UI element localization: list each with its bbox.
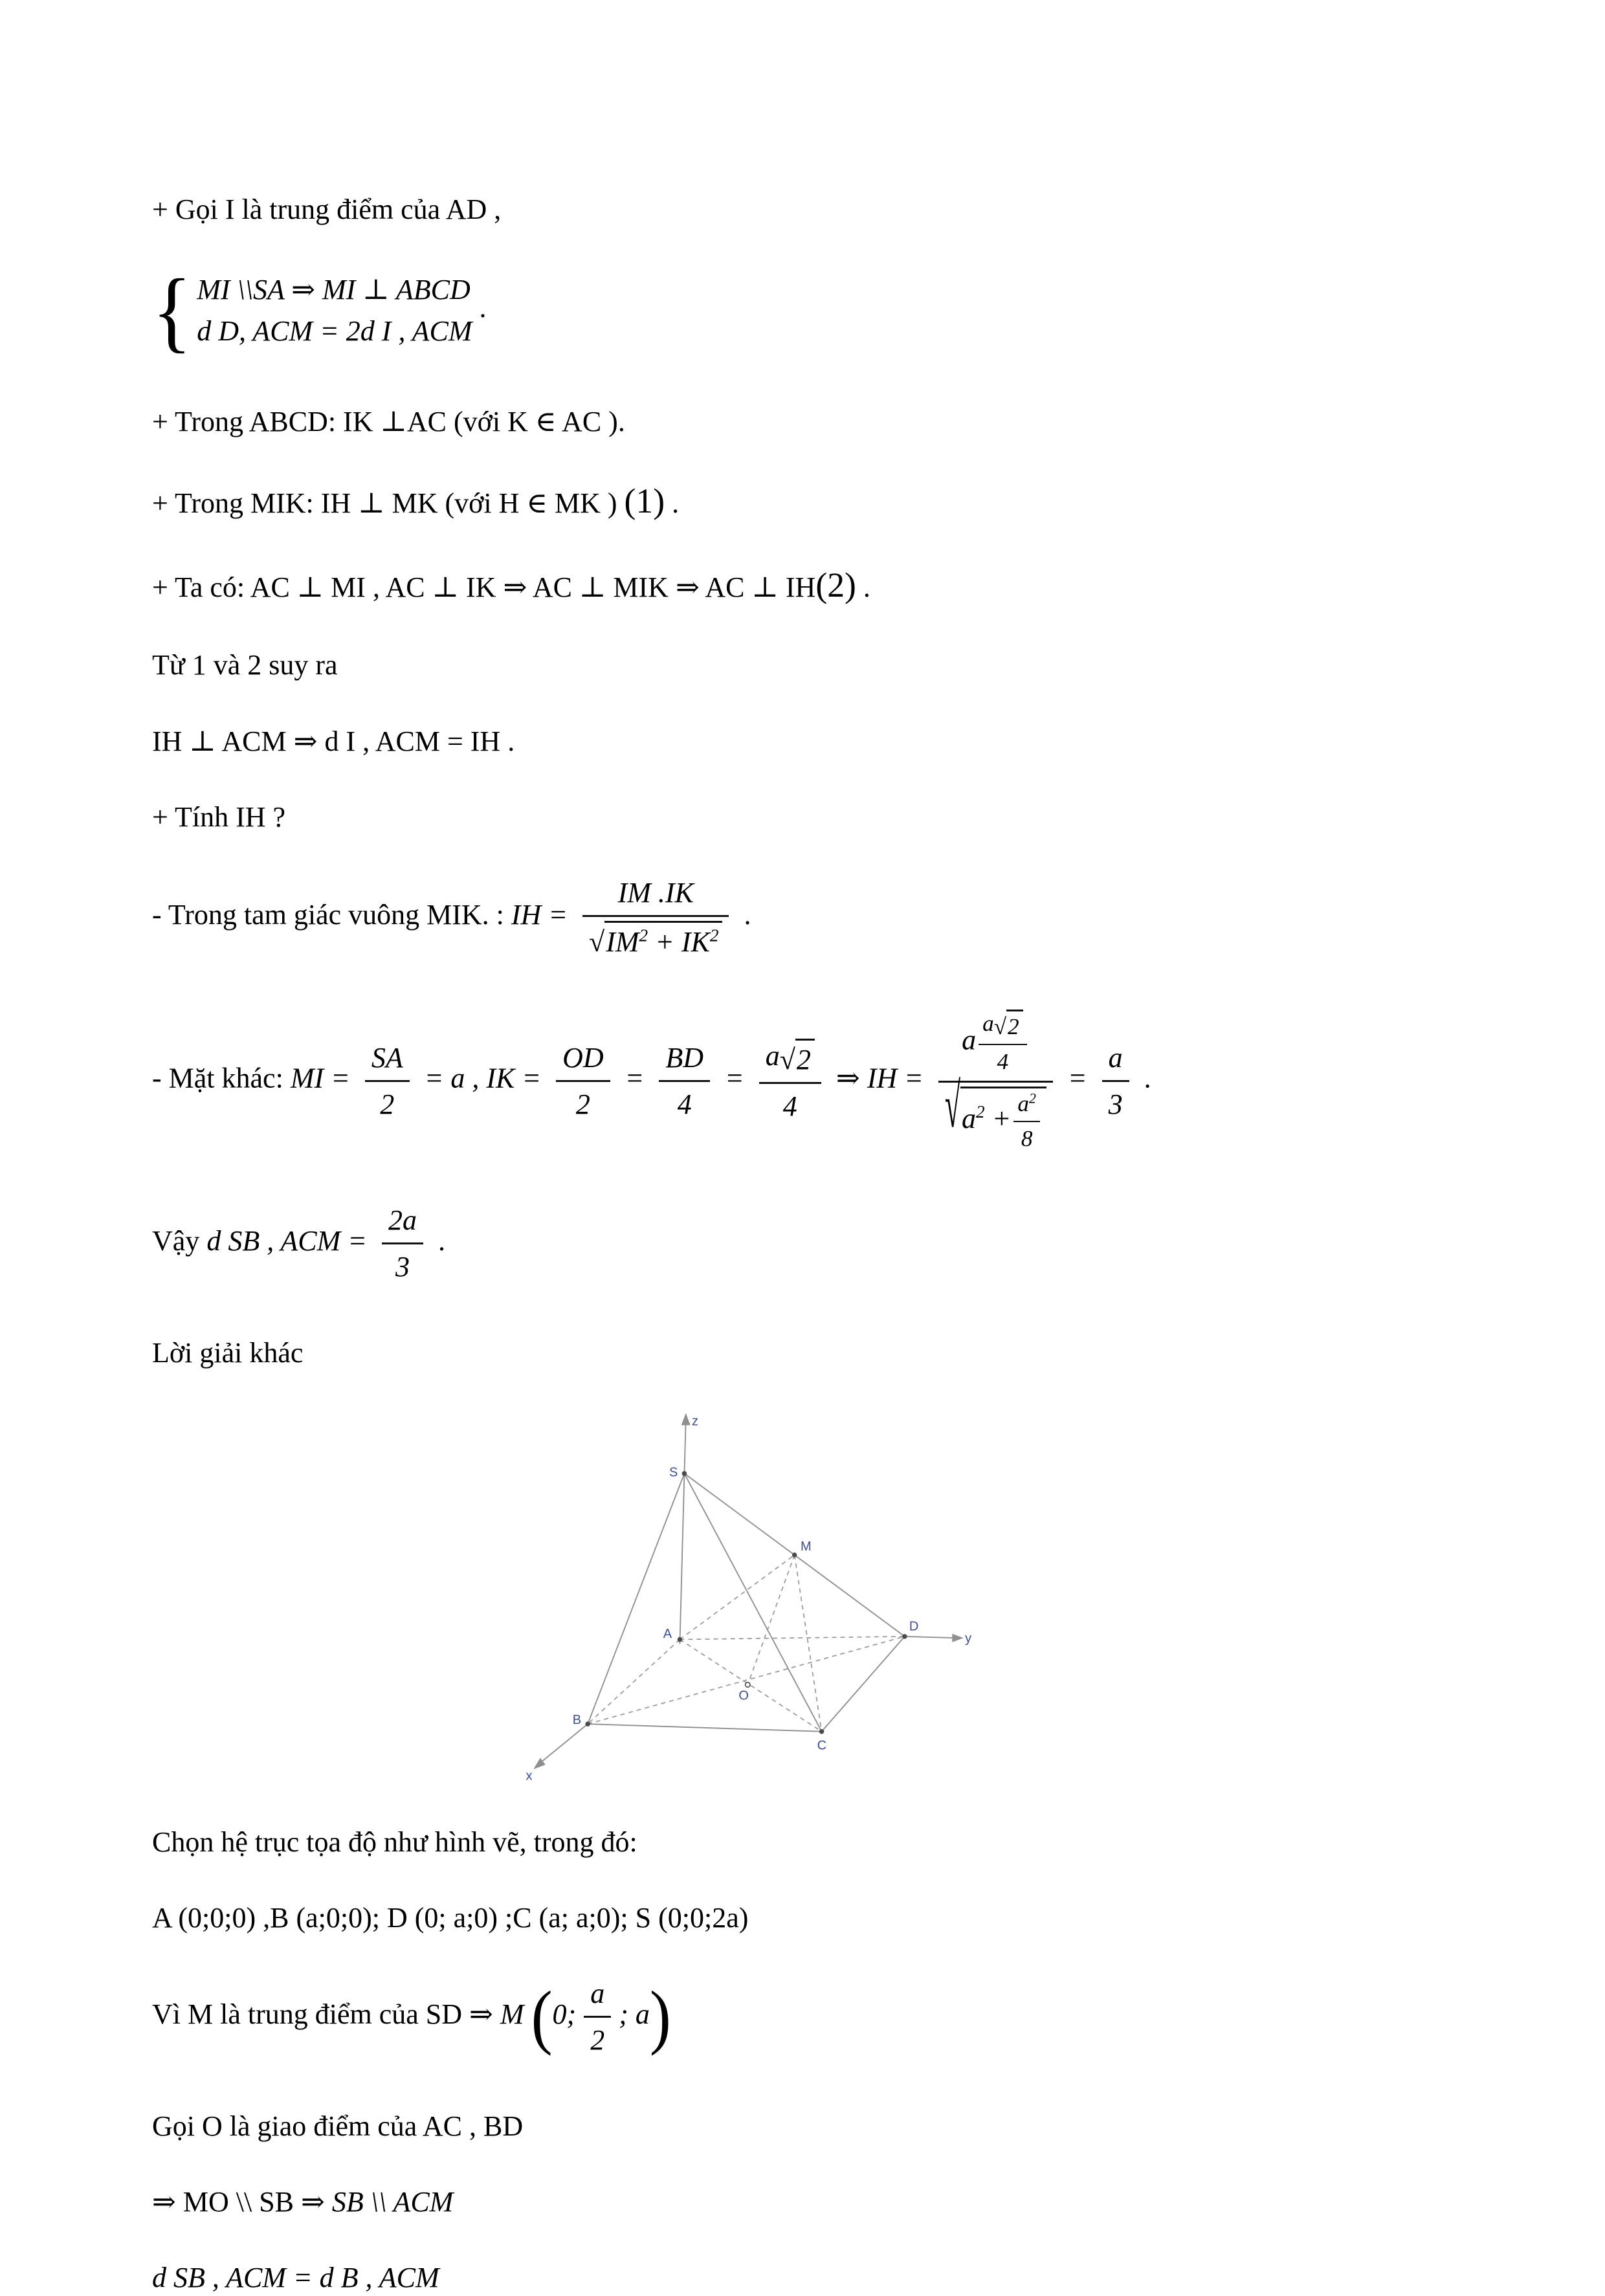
label-x-axis: x <box>526 1769 533 1783</box>
label-A: A <box>663 1626 672 1641</box>
math-run: MI = <box>290 1062 350 1094</box>
numerator: BD <box>665 1042 704 1074</box>
fraction-denominator <box>582 915 729 960</box>
label-B: B <box>572 1712 582 1727</box>
point-B <box>585 1721 590 1726</box>
math-run: SB \\ ACM <box>331 2185 454 2218</box>
label-z-axis: z <box>692 1414 699 1429</box>
paragraph-goi-o: Gọi O là giao điểm của AC , BD <box>152 2110 524 2142</box>
left-paren: ( <box>531 1977 553 2057</box>
system-row-2: d D, ACM = 2d I , ACM <box>197 315 472 348</box>
math-run: IM <box>606 926 639 958</box>
point-O <box>746 1683 750 1687</box>
paragraph-chon-he-truc: Chọn hệ trục tọa độ như hình vẽ, trong đó: <box>152 1826 637 1858</box>
period: . <box>744 898 751 931</box>
denominator: 4 <box>659 1080 710 1123</box>
math-run: a <box>765 1039 780 1072</box>
paragraph-coordinates: A (0;0;0) ,B (a;0;0); D (0; a;0) ;C (a; a;0); S (0;0;2a) <box>152 1902 749 1934</box>
point-C <box>819 1729 824 1734</box>
math-run: ; a <box>619 1998 650 2031</box>
numerator <box>759 1037 821 1083</box>
fraction-a-2 <box>584 1975 611 2059</box>
numerator: a <box>590 1978 605 2010</box>
equals-sign: = <box>725 1062 744 1094</box>
system-row-1: MI \\SA ⇒ MI ⊥ ABCD <box>197 274 470 306</box>
numerator: 2a <box>388 1204 417 1237</box>
equation-system <box>152 259 1489 361</box>
geometry-figure <box>524 1410 977 1794</box>
radicand: 2 <box>795 1039 815 1078</box>
radicand: 2 <box>1006 1010 1023 1042</box>
point-D <box>902 1634 907 1639</box>
equation-tag-2: (2) <box>815 565 856 604</box>
heading-loi-giai-khac: Lời giải khác <box>152 1336 304 1369</box>
fraction-im-ik <box>582 874 729 960</box>
numerator: SA <box>371 1042 403 1074</box>
system-rows <box>197 267 472 354</box>
formula-mat-khac <box>152 1009 1489 1153</box>
text-run: - Trong tam giác vuông MIK. : <box>152 898 504 931</box>
math-run: = a , IK = <box>424 1062 542 1094</box>
math-run: + IK <box>655 926 710 958</box>
equals-sign: = <box>548 898 568 931</box>
text-run: Vậy <box>152 1225 207 1257</box>
superscript: 2 <box>976 1101 985 1121</box>
math-run-ih: IH <box>511 898 542 931</box>
pyramid-coordinate-sketch <box>524 1410 977 1787</box>
point-M <box>792 1552 797 1557</box>
label-M: M <box>800 1539 812 1554</box>
sqrt-icon: √ <box>944 1070 961 1141</box>
radicand <box>604 921 722 960</box>
nested-fraction <box>979 1009 1027 1077</box>
label-D: D <box>909 1619 919 1634</box>
denominator: 3 <box>1102 1080 1129 1123</box>
formula-ih-fraction <box>152 874 1489 960</box>
equals-sign: = <box>1067 1062 1087 1094</box>
math-run: d SB , ACM = <box>206 1225 367 1257</box>
paragraph-trong-mik <box>152 479 1489 524</box>
radicand <box>960 1087 1046 1154</box>
math-run-M: M <box>500 1998 524 2031</box>
equals-sign: = <box>625 1062 645 1094</box>
numerator <box>1013 1089 1040 1121</box>
label-C: C <box>817 1738 827 1753</box>
text-run: - Mặt khác: <box>152 1062 283 1094</box>
fraction-sa-2 <box>365 1039 410 1123</box>
period: . <box>863 571 870 603</box>
denominator: 2 <box>556 1080 610 1123</box>
big-fraction-ih <box>938 1009 1053 1153</box>
sqrt-2 <box>994 1010 1023 1042</box>
point-S <box>682 1471 687 1475</box>
numerator: OD <box>562 1042 604 1074</box>
fraction-2a-3 <box>382 1202 423 1285</box>
paragraph-tinh-ih: + Tính IH ? <box>152 800 286 833</box>
denominator: 3 <box>382 1242 423 1285</box>
sqrt-icon: √ <box>993 1014 1007 1040</box>
numerator <box>979 1009 1027 1044</box>
text-run: + Trong MIK: IH ⊥ MK (với H ∈ MK ) <box>152 487 617 519</box>
fraction-od-2 <box>556 1039 610 1123</box>
paragraph-ta-co <box>152 563 1489 608</box>
fraction-a-sqrt2-4 <box>759 1037 821 1125</box>
paragraph-goi-i: + Gọi I là trung điểm của AD , <box>152 193 502 225</box>
period: . <box>672 487 680 519</box>
y-axis-arrow-icon <box>952 1633 963 1642</box>
sqrt-icon: √ <box>589 926 605 958</box>
period: . <box>437 1225 445 1257</box>
formula-m-point <box>152 1975 1489 2059</box>
z-axis-arrow-icon <box>681 1413 691 1426</box>
big-denominator <box>938 1070 1053 1154</box>
nested-fraction <box>1013 1089 1040 1154</box>
left-brace: { <box>152 259 192 361</box>
fraction-bd-4 <box>659 1039 710 1123</box>
denominator: 4 <box>759 1082 821 1125</box>
paragraph-ih-acm: IH ⊥ ACM ⇒ d I , ACM = IH . <box>152 725 515 757</box>
period: . <box>1144 1062 1151 1094</box>
label-O: O <box>738 1688 749 1703</box>
label-S: S <box>669 1465 678 1480</box>
superscript: 2 <box>1028 1090 1036 1107</box>
equation-tag-1: (1) <box>624 481 665 520</box>
denominator: 4 <box>979 1044 1027 1077</box>
sqrt-2 <box>780 1039 815 1078</box>
math-run: 0; <box>552 1998 577 2031</box>
text-run: ⇒ MO \\ SB ⇒ <box>152 2185 332 2218</box>
superscript: 2 <box>709 925 719 945</box>
paragraph-d-sb-acm: d SB , ACM = d B , ACM <box>152 2261 439 2293</box>
math-run: a <box>1017 1090 1029 1116</box>
formula-vay <box>152 1202 1489 1285</box>
sqrt-icon: √ <box>779 1044 795 1076</box>
period: . <box>479 291 487 324</box>
fraction-numerator: IM .IK <box>617 876 694 909</box>
fraction-a-3 <box>1102 1039 1129 1123</box>
point-A <box>678 1637 682 1642</box>
denominator: 2 <box>365 1080 410 1123</box>
paragraph-tu-1-va-2: Từ 1 và 2 suy ra <box>152 649 338 681</box>
superscript: 2 <box>639 925 648 945</box>
right-paren: ) <box>649 1977 671 2057</box>
math-run: a <box>982 1011 994 1037</box>
denominator: 2 <box>584 2016 611 2059</box>
math-run: a <box>962 1102 977 1134</box>
plus-sign: + <box>991 1102 1012 1134</box>
denominator: 8 <box>1013 1121 1040 1154</box>
paragraph-mo-sb <box>152 2183 1489 2220</box>
label-y-axis: y <box>965 1631 972 1646</box>
text-run: + Ta có: AC ⊥ MI , AC ⊥ IK ⇒ AC ⊥ MIK ⇒ AC ⊥ IH <box>152 571 816 603</box>
math-run: ⇒ IH = <box>836 1062 924 1094</box>
paragraph-trong-abcd: + Trong ABCD: IK ⊥AC (với K ∈ AC ). <box>152 405 625 437</box>
math-run: a <box>962 1024 977 1056</box>
text-run: Vì M là trung điểm của SD ⇒ <box>152 1998 500 2031</box>
numerator: a <box>1108 1042 1123 1074</box>
